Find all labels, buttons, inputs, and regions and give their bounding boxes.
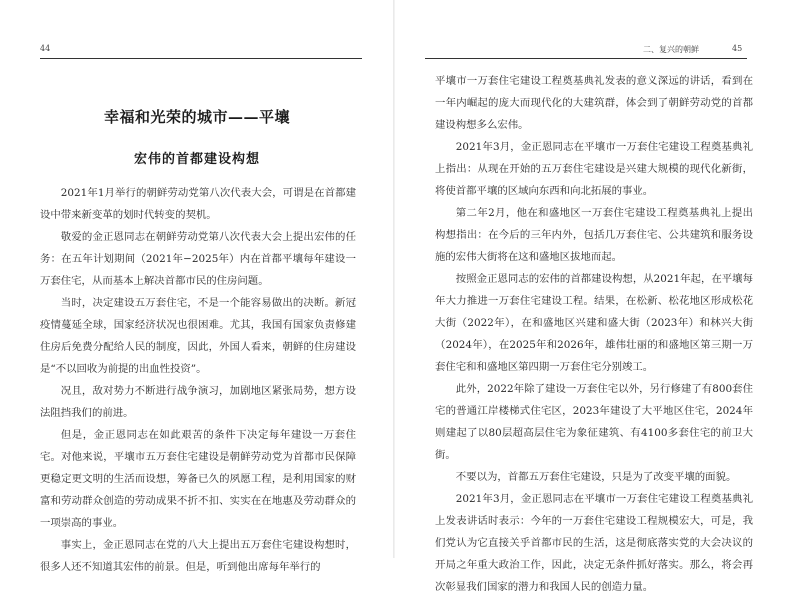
chapter-title: 幸福和光荣的城市——平壤	[103, 108, 290, 126]
right-body-text	[435, 70, 753, 598]
right-header-rule	[425, 58, 747, 59]
paragraph: 2021年3月，金正恩同志在平壤市一万套住宅建设工程奠基典礼上指出：从现在开始的五万套住宅建设是兴建大规模的现代化新街，将使首都平壤的区域向东西和向北拓展的事业。	[435, 141, 753, 197]
section-subtitle: 宏伟的首都建设构想	[133, 152, 260, 167]
paragraph: 但是，金正恩同志在如此艰苦的条件下决定每年建设一万套住宅。对他来说，平壤市五万套住宅建设是朝鲜劳动党为首都市民保障更稳定更文明的生活而设想，筹备已久的夙愿工程，是利用国家的财富和劳动群众创造的劳动成果不折不扣、实实在在地惠及劳动群众的一项崇高的事业。	[40, 429, 356, 529]
paragraph: 2021年3月，金正恩同志在平壤市一万套住宅建设工程奠基典礼上发表讲话时表示：今年的一万套住宅建设工程规模宏大，可是，我们党认为它直接关乎首都市民的生活，这是彻底落实党的大会决议的开局之年重大政治工作，因此，决定无条件抓好落实。那么，将会再次彰显我们国家的潜力和我国人民的创造力量。	[435, 493, 753, 593]
left-page	[0, 0, 394, 573]
paragraph: 2021年1月举行的朝鲜劳动党第八次代表大会，可谓是在首都建设中带来新变革的划时代转变的契机。	[40, 187, 356, 221]
paragraph: 不要以为，首都五万套住宅建设，只是为了改变平壤的面貌。	[455, 471, 737, 483]
right-page-number: 45	[732, 44, 743, 53]
paragraph: 敬爱的金正恩同志在朝鲜劳动党第八次代表大会上提出宏伟的任务：在五年计划期间（2021年−2025年）内在首都平壤每年建设一万套住宅，从而基本上解决首都市民的住房问题。	[40, 231, 356, 287]
right-page	[395, 0, 787, 593]
left-header-rule	[40, 58, 362, 59]
left-body-text	[40, 182, 356, 578]
paragraph: 事实上，金正恩同志在党的八大上提出五万套住宅建设构想时，很多人还不知道其宏伟的前景。但是，听到他出席每年举行的	[40, 539, 356, 573]
running-head: 二、复兴的朝鲜	[643, 45, 699, 54]
paragraph: 第二年2月，他在和盛地区一万套住宅建设工程奠基典礼上提出构想指出：在今后的三年内外，包括几万套住宅、公共建筑和服务设施的宏伟大街将在这和盛地区拔地而起。	[435, 207, 753, 263]
paragraph: 按照金正恩同志的宏伟的首都建设构想，从2021年起，在平壤每年大力推进一万套住宅建设工程。结果，在松新、松花地区形成松花大街（2022年），在和盛地区兴建和盛大街（2023年）和林兴大街（2024年），在2025年和2026年，雄伟壮丽的和盛地区第三期一万套住宅和和盛地区第四期一万套住宅分别竣工。	[435, 273, 753, 373]
paragraph: 当时，决定建设五万套住宅，不是一个能容易做出的决断。新冠疫情蔓延全球，国家经济状况也很困难。尤其，我国有国家负责修建住房后免费分配给人民的制度，因此，外国人看来，朝鲜的住房建设是“不以回收为前提的出血性投资”。	[40, 297, 356, 375]
paragraph: 况且，敌对势力不断进行战争演习，加剧地区紧张局势，想方设法阻挡我们的前进。	[40, 385, 356, 419]
paragraph: 平壤市一万套住宅建设工程奠基典礼发表的意义深远的讲话，看到在一年内崛起的庞大而现代化的大建筑群，体会到了朝鲜劳动党的首都建设构想多么宏伟。	[435, 75, 753, 131]
paragraph: 此外，2022年除了建设一万套住宅以外，另行修建了有800套住宅的普通江岸楼梯式住宅区，2023年建设了大平地区住宅，2024年则建起了以80层超高层住宅为象征建筑、有4100多套住宅的前卫大街。	[435, 383, 753, 461]
left-page-number: 44	[40, 44, 51, 53]
